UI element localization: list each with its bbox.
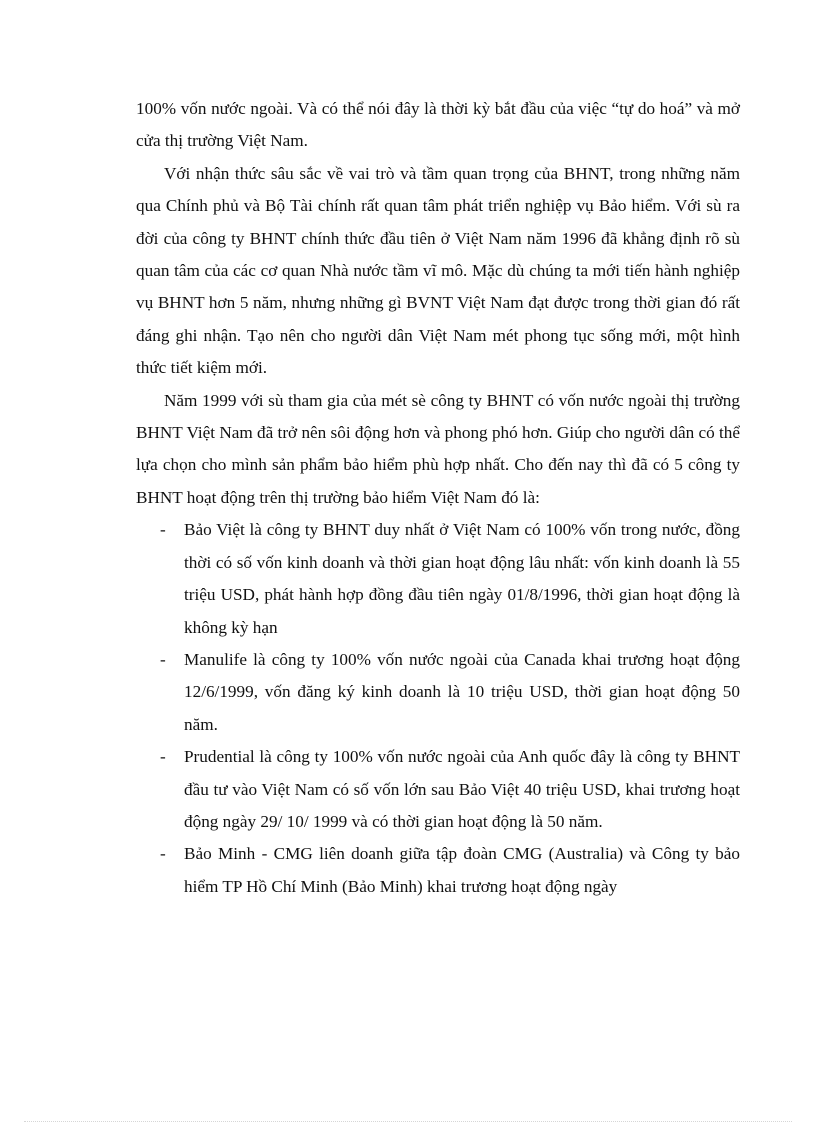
- document-body: [136, 93, 740, 903]
- paragraph-continuation: 100% vốn nước ngoài. Và có thể nói đây là thời kỳ bắt đầu của việc “tự do hoá” và mở cửa thị trường Việt Nam.: [136, 99, 740, 151]
- list-item-bao-minh-cmg: [136, 838, 740, 903]
- list-dash: -: [160, 747, 166, 767]
- page-bottom-divider: [24, 1121, 792, 1122]
- list-item-text: Prudential là công ty 100% vốn nước ngoài của Anh quốc đây là công ty BHNT đầu tư vào Việt Nam có số vốn lớn sau Bảo Việt 40 triệu USD, khai trương hoạt động ngày 29/ 10/ 1999 và có thời gian hoạt động là 50 năm.: [184, 747, 740, 831]
- list-dash: -: [160, 520, 166, 540]
- list-dash: -: [160, 844, 166, 864]
- list-item-prudential: [136, 741, 740, 838]
- insurance-company-list: [136, 514, 740, 903]
- list-item-text: Bảo Việt là công ty BHNT duy nhất ở Việt Nam có 100% vốn trong nước, đồng thời có số vốn kinh doanh và thời gian hoạt động lâu nhất: vốn kinh doanh là 55 triệu USD, phát hành hợp đồng đầu tiên ngày 01/8/1996, thời gian hoạt động là không kỳ hạn: [184, 520, 740, 637]
- paragraph-market-1999: Năm 1999 với sù tham gia của mét sè công ty BHNT có vốn nước ngoài thị trường BHNT Việt Nam đã trở nên sôi động hơn và phong phó hơn. Giúp cho người dân có thể lựa chọn cho mình sản phẩm bảo hiểm phù hợp nhất. Cho đến nay thì đã có 5 công ty BHNT hoạt động trên thị trường bảo hiểm Việt Nam đó là:: [136, 390, 740, 507]
- list-item-text: Bảo Minh - CMG liên doanh giữa tập đoàn CMG (Australia) và Công ty bảo hiểm TP Hồ Chí Minh (Bảo Minh) khai trương hoạt động ngày: [184, 844, 740, 896]
- paragraph-government-attention: Với nhận thức sâu sắc về vai trò và tầm quan trọng của BHNT, trong những năm qua Chính phủ và Bộ Tài chính rất quan tâm phát triển nghiệp vụ Bảo hiểm. Với sù ra đời của công ty BHNT chính thức đầu tiên ở Việt Nam năm 1996 đã khẳng định rõ sù quan tâm của các cơ quan Nhà nước tầm vĩ mô. Mặc dù chúng ta mới tiến hành nghiệp vụ BHNT hơn 5 năm, nhưng những gì BVNT Việt Nam đạt được trong thời gian đó rất đáng ghi nhận. Tạo nên cho người dân Việt Nam mét phong tục sống mới, một hình thức tiết kiệm mới.: [136, 163, 740, 378]
- list-item-manulife: [136, 644, 740, 741]
- list-item-bao-viet: [136, 514, 740, 644]
- list-dash: -: [160, 649, 166, 669]
- list-item-text: Manulife là công ty 100% vốn nước ngoài của Canada khai trương hoạt động 12/6/1999, vốn đăng ký kinh doanh là 10 triệu USD, thời gian hoạt động 50 năm.: [184, 649, 740, 734]
